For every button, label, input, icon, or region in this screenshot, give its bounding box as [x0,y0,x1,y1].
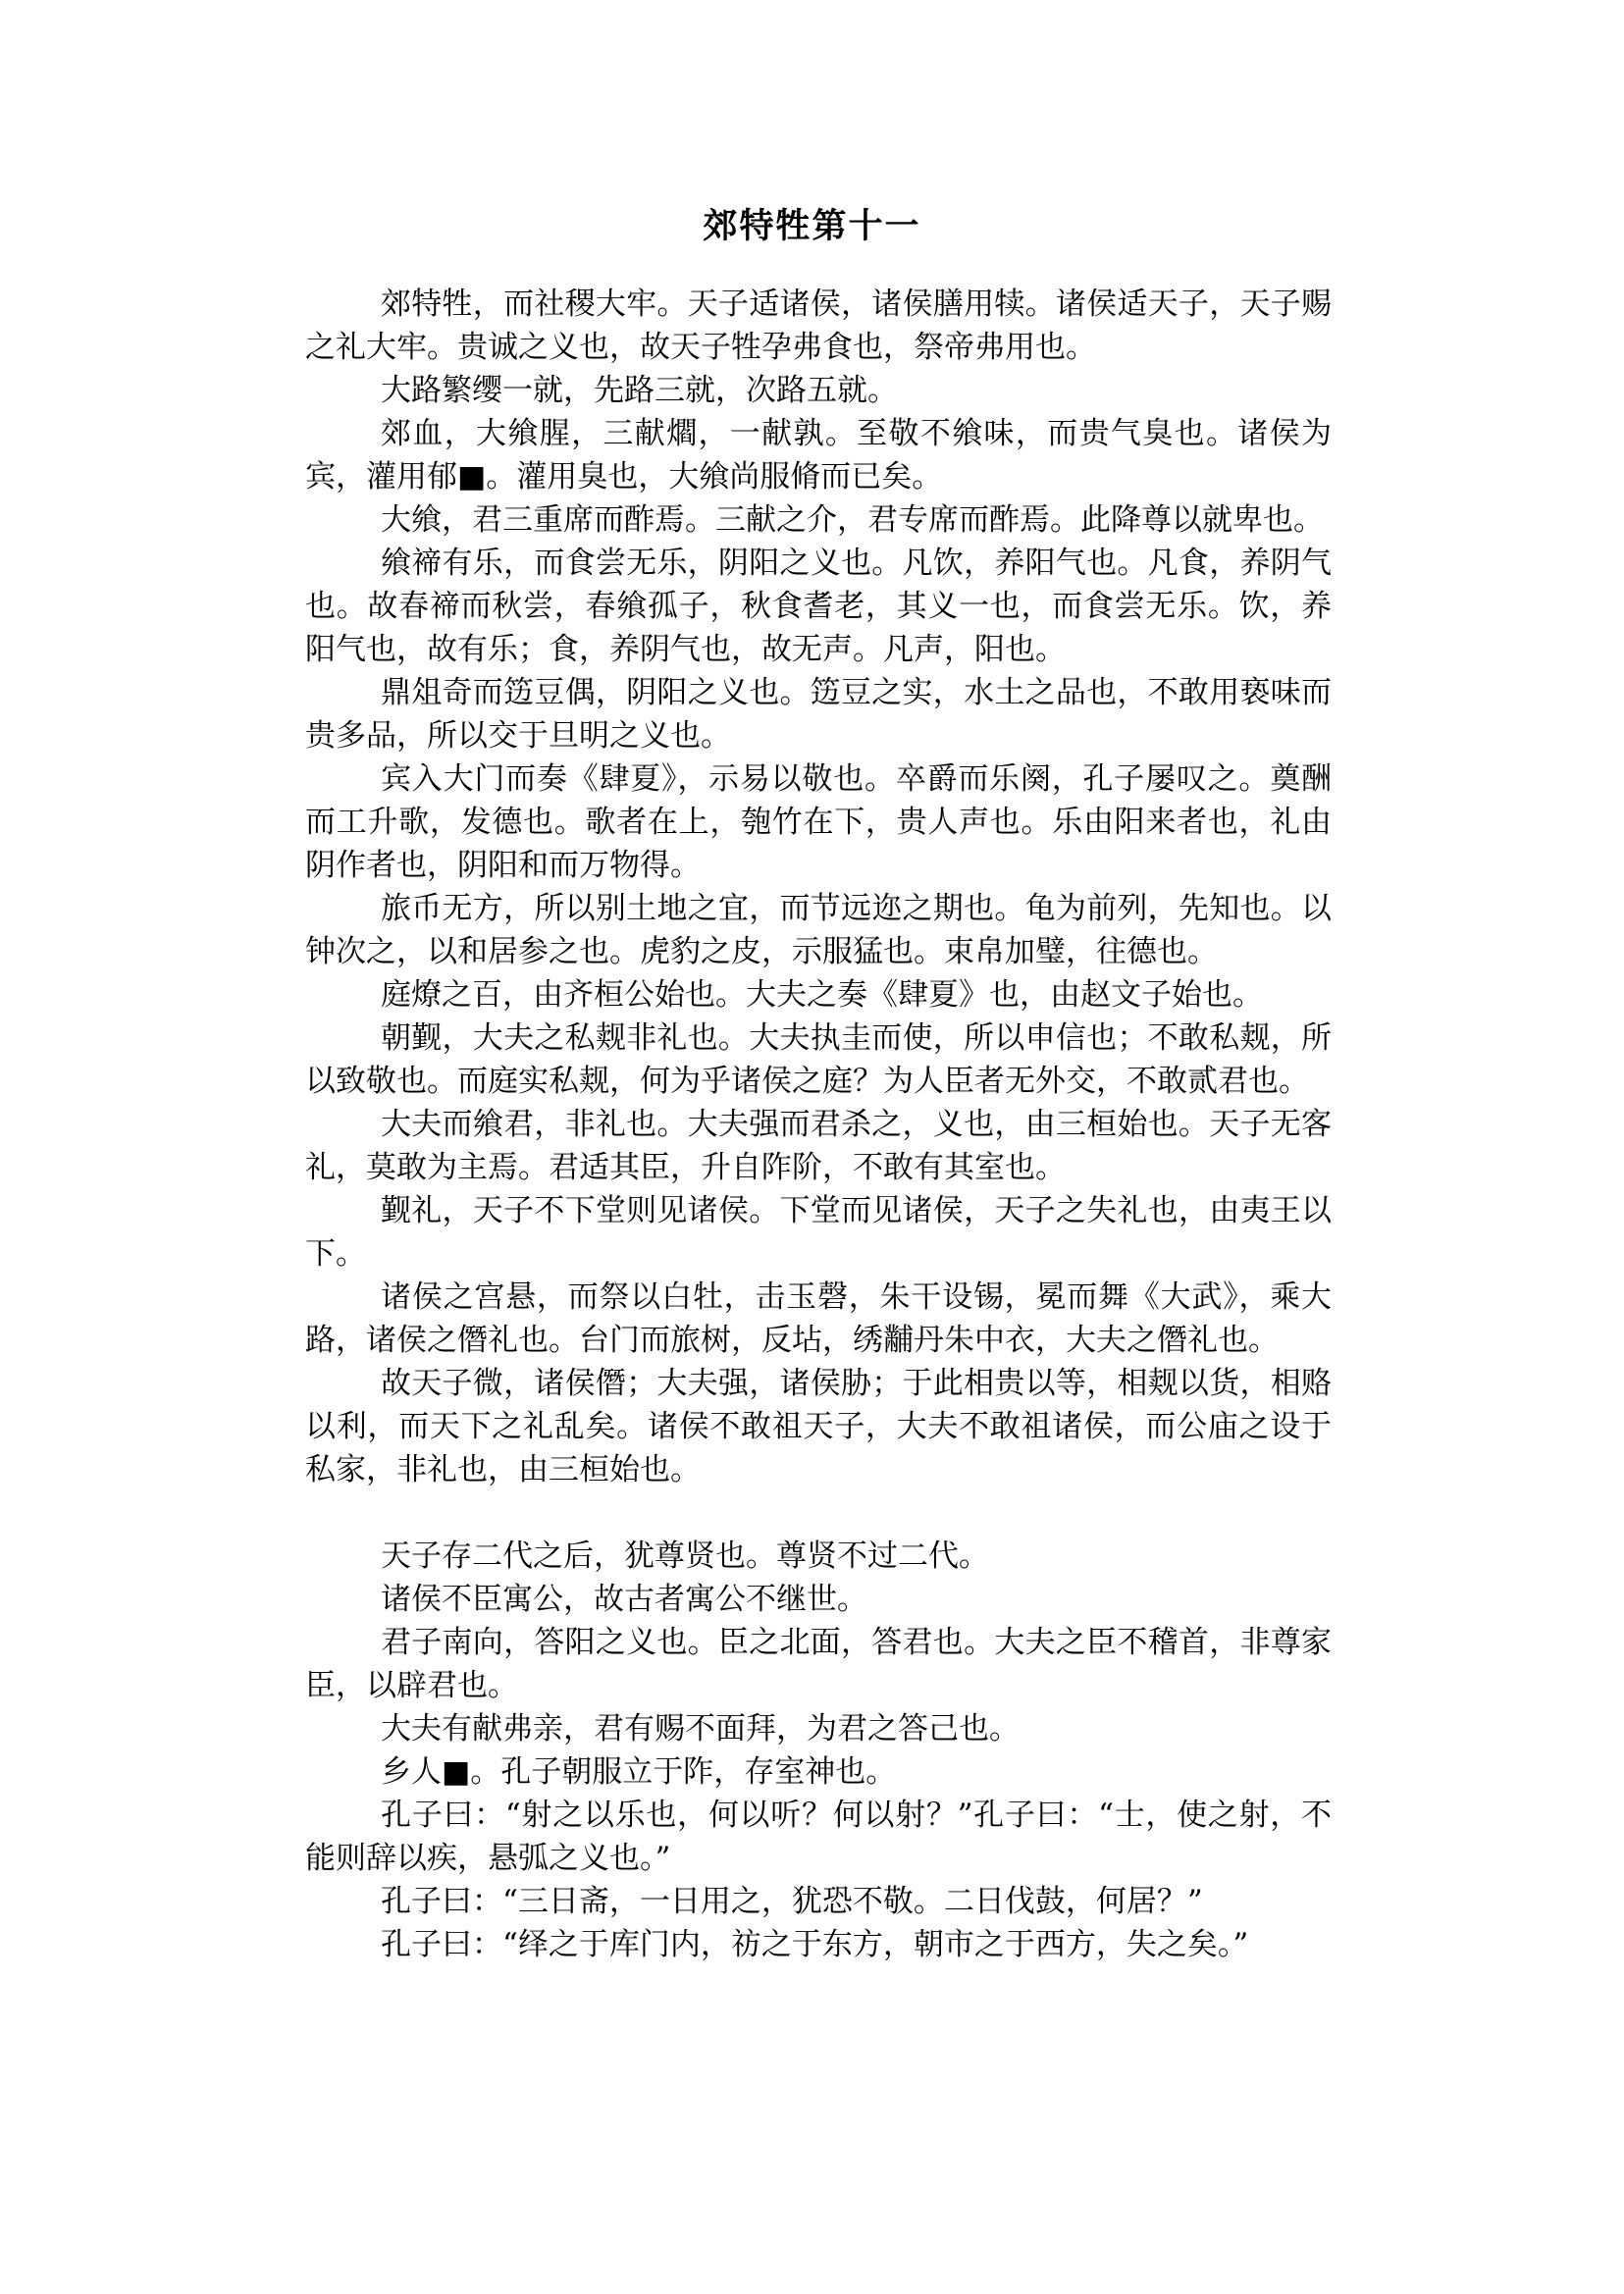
paragraph: 宾入大门而奏《肆夏》，示易以敬也。卒爵而乐阕，孔子屡叹之。奠酬而工升歌，发德也。歌者在上，匏竹在下，贵人声也。乐由阳来者也，礼由阴作者也，阴阳和而万物得。 [305,761,1332,883]
paragraph: 天子存二代之后，犹尊贤也。尊贤不过二代。 [381,1538,989,1574]
paragraph: 鼎俎奇而笾豆偶，阴阳之义也。笾豆之实，水土之品也，不敢用亵味而贵多品，所以交于旦明之义也。 [305,675,1332,754]
paragraph: 孔子曰：“绎之于库门内，祊之于东方，朝市之于西方，失之矣。” [381,1927,1249,1962]
paragraph: 大夫有献弗亲，君有赐不面拜，为君之答己也。 [381,1711,1020,1747]
paragraph: 觐礼，天子不下堂则见诸侯。下堂而见诸侯，天子之失礼也，由夷王以下。 [305,1193,1332,1272]
paragraph: 飨禘有乐，而食尝无乐，阴阳之义也。凡饮，养阳气也。凡食，养阴气也。故春禘而秋尝，春飨孤子，秋食耆老，其义一也，而食尝无乐。饮，养阳气也，故有乐；食，养阴气也，故无声。凡声，阳也。 [305,546,1332,667]
paragraph: 大飨，君三重席而酢焉。三献之介，君专席而酢焉。此降尊以就卑也。 [381,502,1324,538]
paragraph: 君子南向，答阳之义也。臣之北面，答君也。大夫之臣不稽首，非尊家臣，以辟君也。 [305,1625,1332,1703]
paragraph: 乡人■。孔子朝服立于阼，存室神也。 [381,1754,897,1790]
paragraph: 旅币无方，所以别土地之宜，而节远迩之期也。龟为前列，先知也。以钟次之，以和居参之也。虎豹之皮，示服猛也。束帛加璧，往德也。 [305,891,1332,969]
paragraph: 大路繁缨一就，先路三就，次路五就。 [381,373,898,408]
paragraph: 大夫而飨君，非礼也。大夫强而君杀之，义也，由三桓始也。天子无客礼，莫敢为主焉。君适其臣，升自阼阶，不敢有其室也。 [305,1107,1332,1185]
paragraph: 故天子微，诸侯僭；大夫强，诸侯胁；于此相贵以等，相觌以货，相赂以利，而天下之礼乱矣。诸侯不敢祖天子，大夫不敢祖诸侯，而公庙之设于私家，非礼也，由三桓始也。 [305,1366,1332,1487]
paragraph: 诸侯不臣寓公，故古者寓公不继世。 [381,1582,867,1617]
paragraph: 郊血，大飨腥，三献爓，一献孰。至敬不飨味，而贵气臭也。诸侯为宾，灌用郁■。灌用臭也，大飨尚服脩而已矣。 [305,416,1332,495]
paragraph: 郊特牲，而社稷大牢。天子适诸侯，诸侯膳用犊。诸侯适天子，天子赐之礼大牢。贵诚之义也，故天子牲孕弗食也，祭帝弗用也。 [305,287,1332,365]
paragraph: 庭燎之百，由齐桓公始也。大夫之奏《肆夏》也，由赵文子始也。 [381,977,1263,1013]
section-gap [305,1491,1332,1535]
paragraph: 孔子曰：“三日斋，一日用之，犹恐不敬。二日伐鼓，何居？” [381,1884,1203,1919]
paragraph: 孔子曰：“射之以乐也，何以听？何以射？”孔子曰：“士，使之射，不能则辞以疾，悬弧之义也。” [305,1798,1332,1876]
chapter-title: 郊特牲第十一 [703,207,921,246]
paragraph: 朝觐，大夫之私觌非礼也。大夫执圭而使，所以申信也；不敢私觌，所以致敬也。而庭实私觌，何为乎诸侯之庭？为人臣者无外交，不敢贰君也。 [305,1020,1332,1099]
chapter-body [305,283,1332,1966]
paragraph: 诸侯之宫悬，而祭以白牡，击玉磬，朱干设锡，冕而舞《大武》，乘大路，诸侯之僭礼也。台门而旅树，反坫，绣黼丹朱中衣，大夫之僭礼也。 [305,1279,1332,1358]
